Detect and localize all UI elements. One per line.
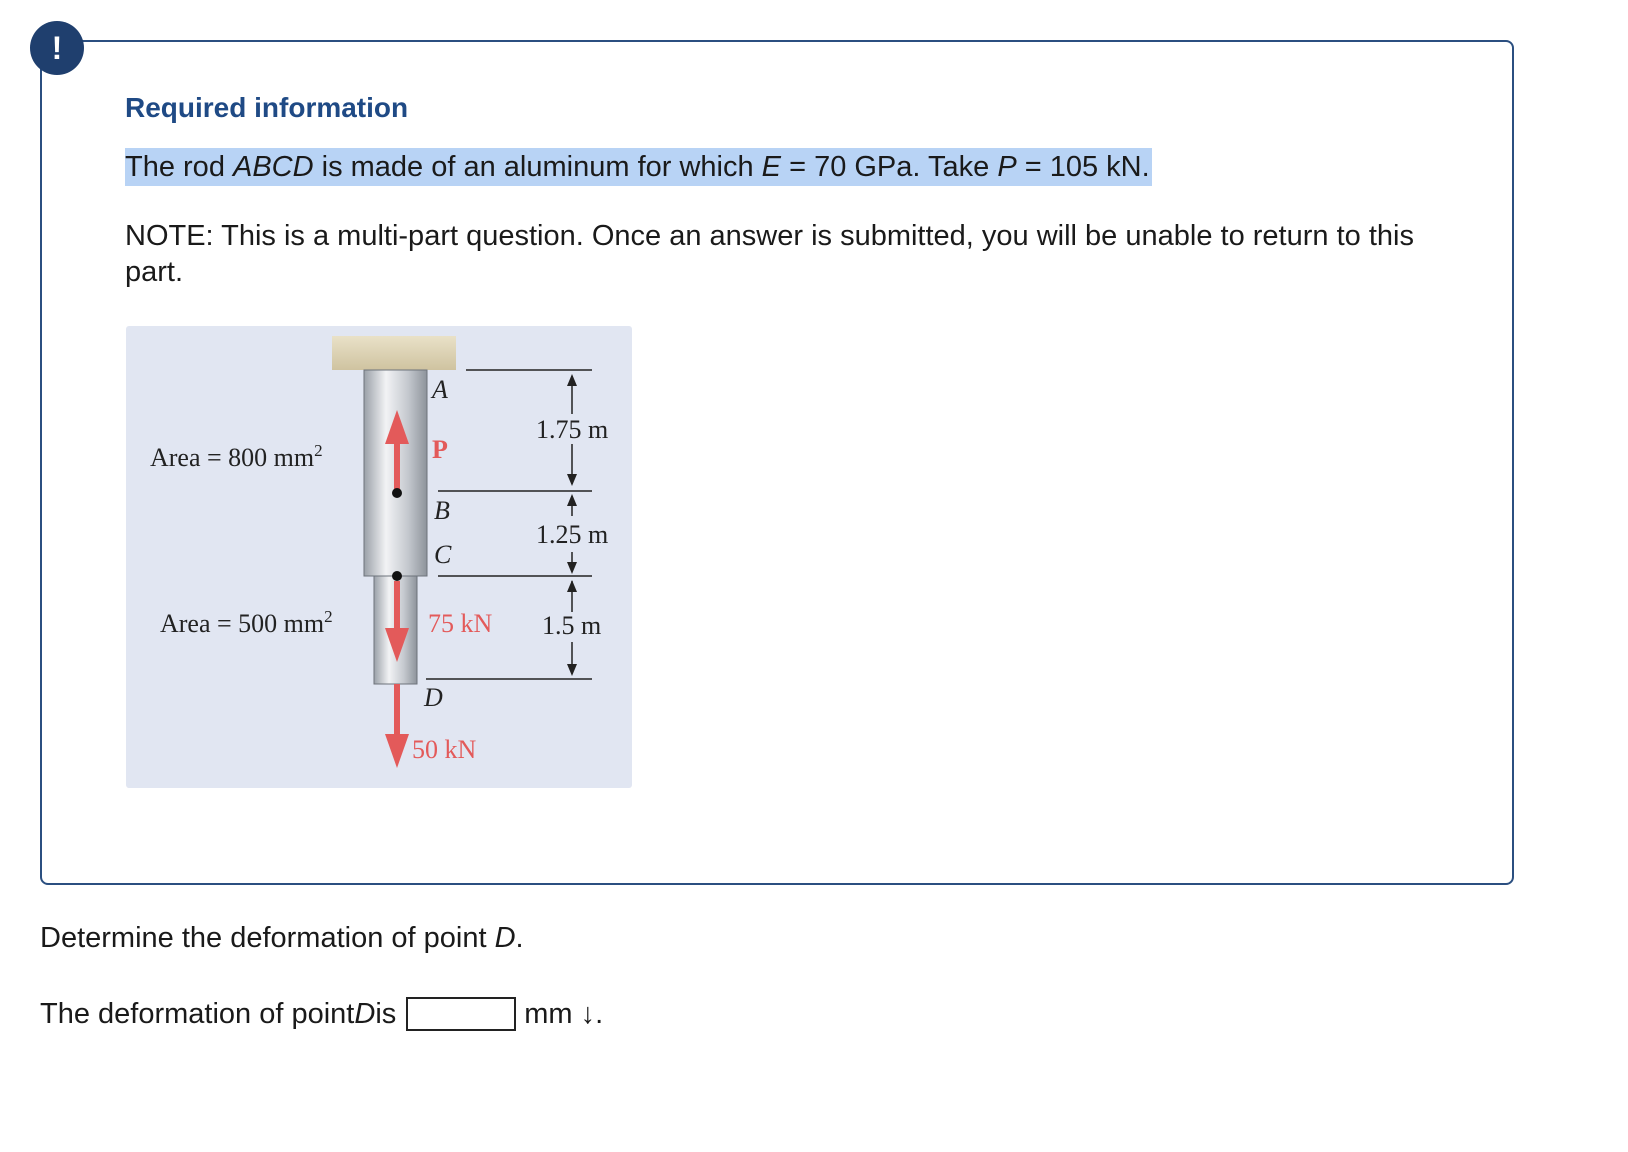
force-50kn-arrow: [385, 684, 409, 768]
statement-prefix: The rod: [125, 151, 233, 183]
answer-unit: mm ↓.: [524, 997, 604, 1030]
point-a-label: A: [432, 375, 448, 404]
statement-rod: ABCD: [233, 151, 314, 183]
point-c-label: C: [434, 540, 452, 569]
dim-1-5m-label: 1.5 m: [542, 611, 602, 640]
point-d-label: D: [424, 683, 443, 712]
multi-part-note: NOTE: This is a multi-part question. Once an answer is submitted, you will be unable to return to this part.: [125, 220, 1414, 288]
statement-middle: is made of an aluminum for which: [313, 151, 762, 183]
question-text: [40, 922, 524, 955]
statement-e-var: E: [761, 151, 782, 183]
rod-figure: [126, 326, 632, 788]
answer-var: D: [354, 997, 376, 1030]
dim-1-75m-label: 1.75 m: [536, 415, 609, 444]
statement-p-value: = 105 kN.: [1016, 151, 1150, 183]
question-prefix: Determine the deformation of point: [40, 922, 495, 954]
force-p-label: P: [432, 435, 448, 464]
problem-statement: [125, 148, 1152, 186]
question-var: D: [494, 922, 516, 954]
statement-e-value: = 70 GPa. Take: [781, 151, 998, 183]
deformation-answer-input[interactable]: [406, 997, 516, 1031]
statement-p-var: P: [997, 151, 1017, 183]
rod-diagram: [126, 326, 632, 788]
dim-1-25m-label: 1.25 m: [536, 520, 609, 549]
point-b-label: B: [434, 496, 450, 525]
load-75kn-label: 75 kN: [428, 609, 493, 638]
answer-is: is: [375, 997, 397, 1030]
answer-prefix: The deformation of point: [40, 997, 355, 1030]
exclamation-icon: !: [30, 21, 84, 75]
required-info-title: Required information: [125, 92, 409, 123]
load-50kn-label: 50 kN: [412, 735, 477, 764]
fixed-support: [332, 336, 456, 370]
answer-line: [40, 997, 603, 1031]
area-lower-label: Area = 500 $mm^2$: [160, 607, 333, 638]
area-upper-label: Area = 800 $mm^2$: [150, 441, 323, 472]
question-suffix: .: [515, 922, 524, 954]
